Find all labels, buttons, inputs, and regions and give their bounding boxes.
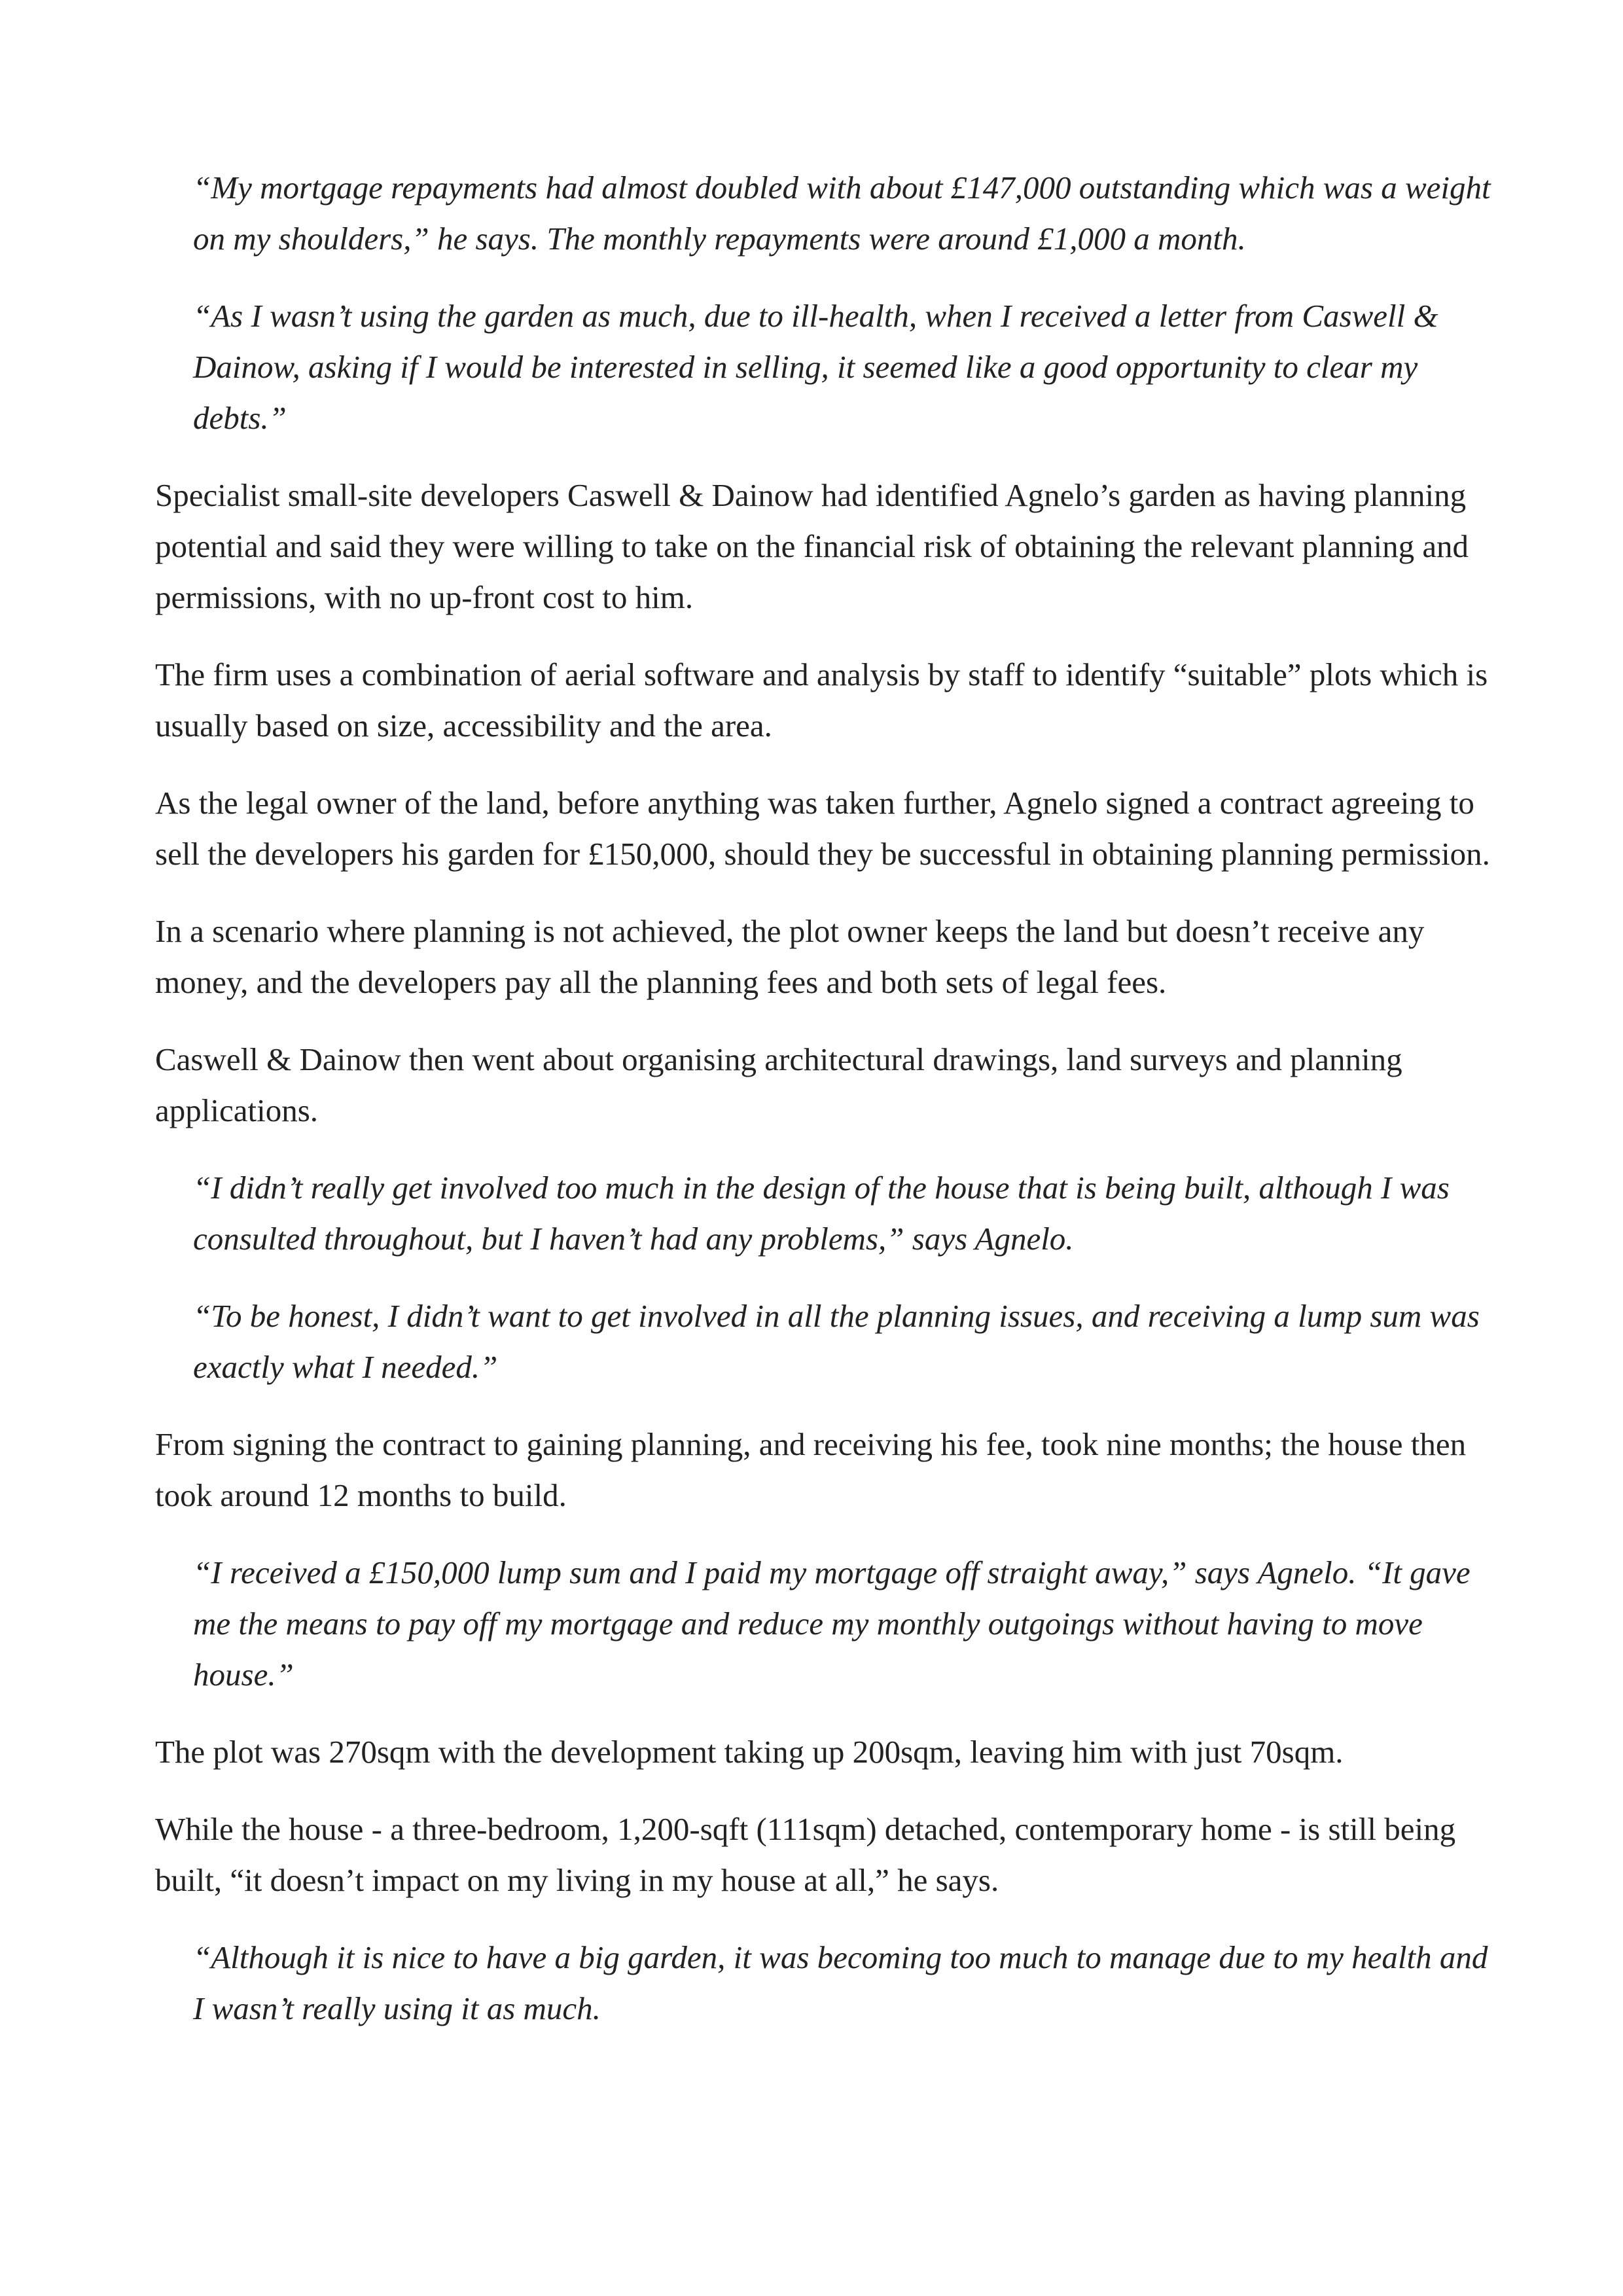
paragraph-architectural-drawings: Caswell & Dainow then went about organising architectural drawings, land surveys and planning applications. [155,1041,1402,1128]
quote-paid-mortgage: “I received a £150,000 lump sum and I paid my mortgage off straight away,” says Agnelo. “It gave me the means to pay off my mortgage and reduce my monthly outgoings without having to move house.” [193,1554,1471,1693]
paragraph-house-description: While the house - a three-bedroom, 1,200-sqft (111sqm) detached, contemporary home - is still being built, “it doesn’t impact on my living in my house at all,” he says. [155,1811,1456,1898]
paragraph-aerial-software: The firm uses a combination of aerial software and analysis by staff to identify “suitable” plots which is usually based on size, accessibility and the area. [155,656,1488,744]
quote-garden-letter: “As I wasn’t using the garden as much, due to ill-health, when I received a letter from Caswell & Dainow, asking if I would be interested in selling, it seemed like a good opportunity to clear my debts.” [193,298,1438,436]
paragraph-developers-identified: Specialist small-site developers Caswell & Dainow had identified Agnelo’s garden as having planning potential and said they were willing to take on the financial risk of obtaining the relevant planning and permissions, with no up-front cost to him. [155,477,1469,615]
quote-mortgage-repayments: “My mortgage repayments had almost doubled with about £147,000 outstanding which was a weight on my shoulders,” he says. The monthly repayments were around £1,000 a month. [193,170,1491,257]
paragraph-planning-not-achieved: In a scenario where planning is not achieved, the plot owner keeps the land but doesn’t receive any money, and the developers pay all the planning fees and both sets of legal fees. [155,913,1425,1000]
paragraph-contract-signed: As the legal owner of the land, before anything was taken further, Agnelo signed a contract agreeing to sell the developers his garden for £150,000, should they be successful in obtaining planning permission. [155,785,1490,872]
quote-design-involvement: “I didn’t really get involved too much in the design of the house that is being built, although I was consulted throughout, but I haven’t had any problems,” says Agnelo. [193,1170,1450,1257]
paragraph-plot-size: The plot was 270sqm with the development taking up 200sqm, leaving him with just 70sqm. [155,1734,1344,1770]
paragraph-timeline: From signing the contract to gaining planning, and receiving his fee, took nine months; the house then took around 12 months to build. [155,1426,1467,1513]
quote-big-garden: “Although it is nice to have a big garden, it was becoming too much to manage due to my health and I wasn’t really using it as much. [193,1939,1488,2026]
article-body [155,162,1503,2060]
quote-lump-sum-needed: “To be honest, I didn’t want to get involved in all the planning issues, and receiving a lump sum was exactly what I needed.” [193,1298,1480,1385]
